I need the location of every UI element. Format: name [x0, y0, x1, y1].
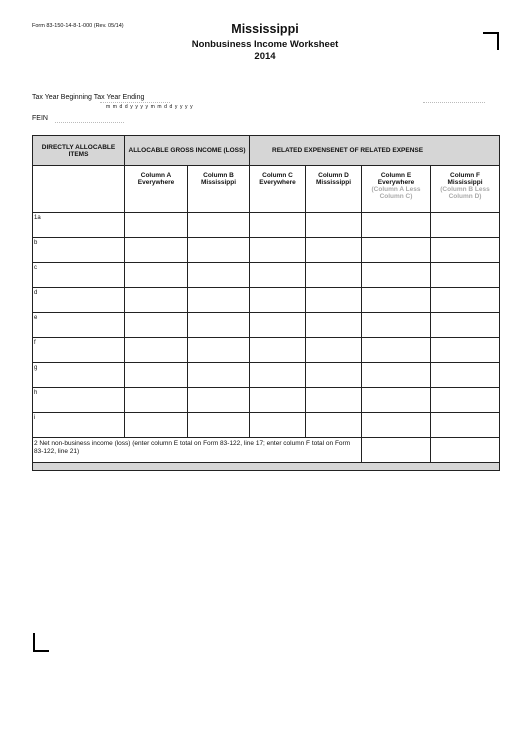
entry-cell[interactable] — [431, 313, 500, 338]
form-year: 2014 — [254, 51, 276, 62]
entry-cell[interactable] — [125, 413, 188, 438]
column-name: Column F — [450, 172, 480, 179]
entry-cell[interactable] — [362, 413, 431, 438]
form-title: Nonbusiness Income Worksheet — [191, 39, 339, 50]
column-note: (Column A Less Column C) — [371, 186, 421, 200]
entry-cell[interactable] — [431, 213, 500, 238]
column-name: Column E — [380, 172, 412, 179]
table-row — [33, 363, 500, 388]
column-header — [188, 166, 250, 213]
entry-cell[interactable] — [431, 238, 500, 263]
column-sub: Everywhere — [137, 179, 175, 186]
corner-mark-top-right — [483, 32, 499, 50]
fein-label: FEIN — [32, 115, 48, 122]
entry-cell[interactable] — [188, 313, 250, 338]
entry-cell[interactable] — [250, 338, 306, 363]
net-income-label: 2 Net non-business income (loss) (enter column E total on Form 83-122, line 17; enter column F total on Form 83-122, line 21) — [33, 438, 362, 463]
entry-cell[interactable] — [250, 388, 306, 413]
table-row — [33, 213, 500, 238]
entry-cell[interactable] — [362, 338, 431, 363]
entry-cell[interactable] — [188, 338, 250, 363]
entry-cell[interactable] — [362, 363, 431, 388]
row-label[interactable]: i — [33, 413, 125, 438]
entry-cell[interactable] — [125, 263, 188, 288]
row-label[interactable]: c — [33, 263, 125, 288]
column-sub: Mississippi — [200, 179, 237, 186]
entry-cell[interactable] — [188, 263, 250, 288]
table-row — [33, 338, 500, 363]
table-row — [33, 388, 500, 413]
column-header — [250, 166, 306, 213]
table-row — [33, 263, 500, 288]
entry-cell[interactable] — [250, 288, 306, 313]
row-label[interactable]: 1a — [33, 213, 125, 238]
header-directly-allocable: DIRECTLY ALLOCABLE ITEMS — [33, 136, 125, 166]
entry-cell[interactable] — [362, 263, 431, 288]
entry-cell[interactable] — [306, 388, 362, 413]
entry-cell[interactable] — [125, 363, 188, 388]
entry-cell[interactable] — [306, 413, 362, 438]
entry-cell[interactable] — [188, 238, 250, 263]
column-header — [362, 166, 431, 213]
state-title: Mississippi — [231, 22, 299, 36]
column-header — [306, 166, 362, 213]
entry-cell[interactable] — [306, 363, 362, 388]
entry-cell[interactable] — [188, 288, 250, 313]
entry-cell[interactable] — [306, 313, 362, 338]
date-format-hint: m m d d y y y y m m d d y y y y — [106, 104, 194, 110]
entry-cell[interactable] — [125, 288, 188, 313]
entry-cell[interactable] — [125, 338, 188, 363]
entry-cell[interactable] — [250, 238, 306, 263]
row-label[interactable]: e — [33, 313, 125, 338]
entry-cell[interactable] — [250, 313, 306, 338]
entry-cell[interactable] — [125, 213, 188, 238]
column-name: Column A — [140, 172, 172, 179]
entry-cell[interactable] — [362, 388, 431, 413]
row-label[interactable]: b — [33, 238, 125, 263]
entry-cell[interactable] — [362, 213, 431, 238]
entry-cell[interactable] — [431, 288, 500, 313]
entry-cell[interactable] — [362, 313, 431, 338]
entry-cell[interactable] — [188, 413, 250, 438]
entry-cell[interactable] — [125, 388, 188, 413]
entry-cell[interactable] — [431, 363, 500, 388]
column-name: Column C — [262, 172, 293, 179]
corner-mark-bottom-left — [33, 633, 49, 652]
tax-year-label: Tax Year Beginning Tax Year Ending — [32, 94, 145, 101]
fein-field[interactable] — [55, 122, 124, 123]
entry-cell[interactable] — [188, 388, 250, 413]
footer-band-cell — [33, 463, 500, 471]
header-related-expense: RELATED EXPENSENET OF RELATED EXPENSE — [250, 136, 500, 166]
column-header-blank — [33, 166, 125, 213]
entry-cell[interactable] — [250, 413, 306, 438]
entry-cell[interactable] — [431, 388, 500, 413]
column-header — [431, 166, 500, 213]
column-sub: Mississippi — [315, 179, 352, 186]
entry-cell[interactable] — [306, 288, 362, 313]
entry-cell[interactable] — [431, 338, 500, 363]
table-row — [33, 288, 500, 313]
entry-cell[interactable] — [362, 238, 431, 263]
column-name: Column B — [203, 172, 234, 179]
row-label[interactable]: h — [33, 388, 125, 413]
form-number: Form 83-150-14-8-1-000 (Rev. 05/14) — [32, 23, 124, 29]
header-allocable-gross-income: ALLOCABLE GROSS INCOME (LOSS) — [125, 136, 250, 166]
column-sub: Everywhere — [377, 179, 415, 186]
entry-cell[interactable] — [188, 213, 250, 238]
column-name: Column D — [318, 172, 349, 179]
column-header — [125, 166, 188, 213]
entry-cell[interactable] — [306, 263, 362, 288]
worksheet-table — [32, 135, 500, 471]
entry-cell[interactable] — [188, 363, 250, 388]
tax-year-ending-field[interactable] — [423, 102, 485, 103]
entry-cell[interactable] — [125, 238, 188, 263]
net-income-entry[interactable] — [362, 438, 431, 463]
row-label[interactable]: g — [33, 363, 125, 388]
entry-cell[interactable] — [306, 238, 362, 263]
entry-cell[interactable] — [306, 213, 362, 238]
column-sub: Mississippi — [447, 179, 483, 186]
tax-year-field[interactable] — [100, 102, 170, 103]
table-row — [33, 413, 500, 438]
net-income-row — [33, 438, 500, 463]
table-row — [33, 313, 500, 338]
net-income-entry[interactable] — [431, 438, 500, 463]
column-note: (Column B Less Column D) — [440, 186, 490, 200]
entry-cell[interactable] — [431, 413, 500, 438]
entry-cell[interactable] — [431, 263, 500, 288]
entry-cell[interactable] — [250, 363, 306, 388]
entry-cell[interactable] — [125, 313, 188, 338]
row-label[interactable]: f — [33, 338, 125, 363]
entry-cell[interactable] — [250, 213, 306, 238]
entry-cell[interactable] — [250, 263, 306, 288]
row-label[interactable]: d — [33, 288, 125, 313]
entry-cell[interactable] — [362, 288, 431, 313]
table-row — [33, 238, 500, 263]
column-sub: Everywhere — [259, 179, 296, 186]
entry-cell[interactable] — [306, 338, 362, 363]
table-footer-band — [33, 463, 500, 471]
